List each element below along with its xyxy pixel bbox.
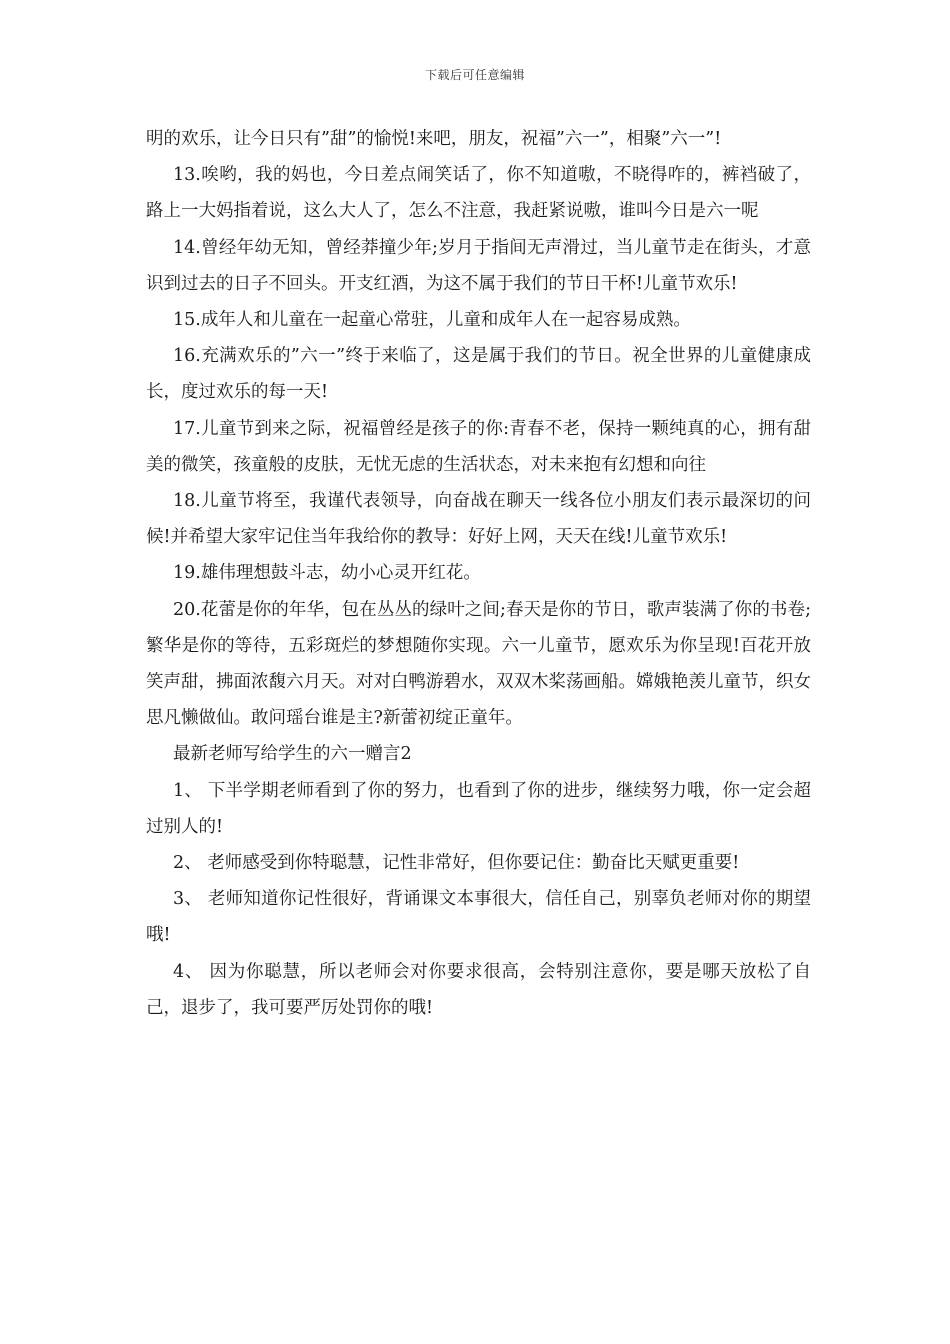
paragraph-item-13: 13.唉哟，我的妈也，今日差点闹笑话了，你不知道嗷，不晓得咋的，裤裆破了，路上一大妈指着说，这么大人了，怎么不注意，我赶紧说嗷，谁叫今日是六一呢 <box>146 165 811 222</box>
teacher-message-3: 3、 老师知道你记性很好，背诵课文本事很大，信任自己，别辜负老师对你的期望哦! <box>146 889 811 946</box>
teacher-message-1: 1、 下半学期老师看到了你的努力，也看到了你的进步，继续努力哦，你一定会超过别人的! <box>146 780 811 837</box>
paragraph-item-20: 20.花蕾是你的年华，包在丛丛的绿叶之间;春天是你的节日，歌声装满了你的书卷;繁华是你的等待，五彩斑烂的梦想随你实现。六一儿童节，愿欢乐为你呈现!百花开放笑声甜，拂面浓馥六月天。对对白鸭游碧水，双双木桨荡画船。嫦娥艳羡儿童节，织女思凡懒做仙。敢问瑶台谁是主?新蕾初绽正童年。 <box>146 599 811 729</box>
paragraph-item-14: 14.曾经年幼无知，曾经莽撞少年;岁月于指间无声滑过，当儿童节走在街头，才意识到过去的日子不回头。开支红酒，为这不属于我们的节日干杯!儿童节欢乐! <box>146 237 811 294</box>
page-header: 下载后可任意编辑 <box>424 68 525 82</box>
section-heading: 最新老师写给学生的六一赠言2 <box>173 744 412 765</box>
document-body <box>146 121 811 1026</box>
paragraph-item-16: 16.充满欢乐的”六一”终于来临了，这是属于我们的节日。祝全世界的儿童健康成长，度过欢乐的每一天! <box>146 346 811 403</box>
paragraph-item-18: 18.儿童节将至，我谨代表领导，向奋战在聊天一线各位小朋友们表示最深切的问候!并希望大家牢记住当年我给你的教导：好好上网，天天在线!儿童节欢乐! <box>146 491 811 548</box>
paragraph-item-15: 15.成年人和儿童在一起童心常驻，儿童和成年人在一起容易成熟。 <box>173 310 691 331</box>
paragraph-item-17: 17.儿童节到来之际，祝福曾经是孩子的你:青春不老，保持一颗纯真的心，拥有甜美的微笑，孩童般的皮肤，无忧无虑的生活状态，对未来抱有幻想和向往 <box>146 418 811 475</box>
teacher-message-2: 2、 老师感受到你特聪慧，记性非常好，但你要记住：勤奋比天赋更重要! <box>173 853 740 874</box>
paragraph-item-19: 19.雄伟理想鼓斗志，幼小心灵开红花。 <box>173 563 481 584</box>
paragraph-continuation: 明的欢乐，让今日只有”甜”的愉悦!来吧，朋友，祝福”六一”，相聚”六一”! <box>146 129 722 149</box>
teacher-message-4: 4、 因为你聪慧，所以老师会对你要求很高，会特别注意你，要是哪天放松了自己，退步了，我可要严厉处罚你的哦! <box>146 961 811 1018</box>
